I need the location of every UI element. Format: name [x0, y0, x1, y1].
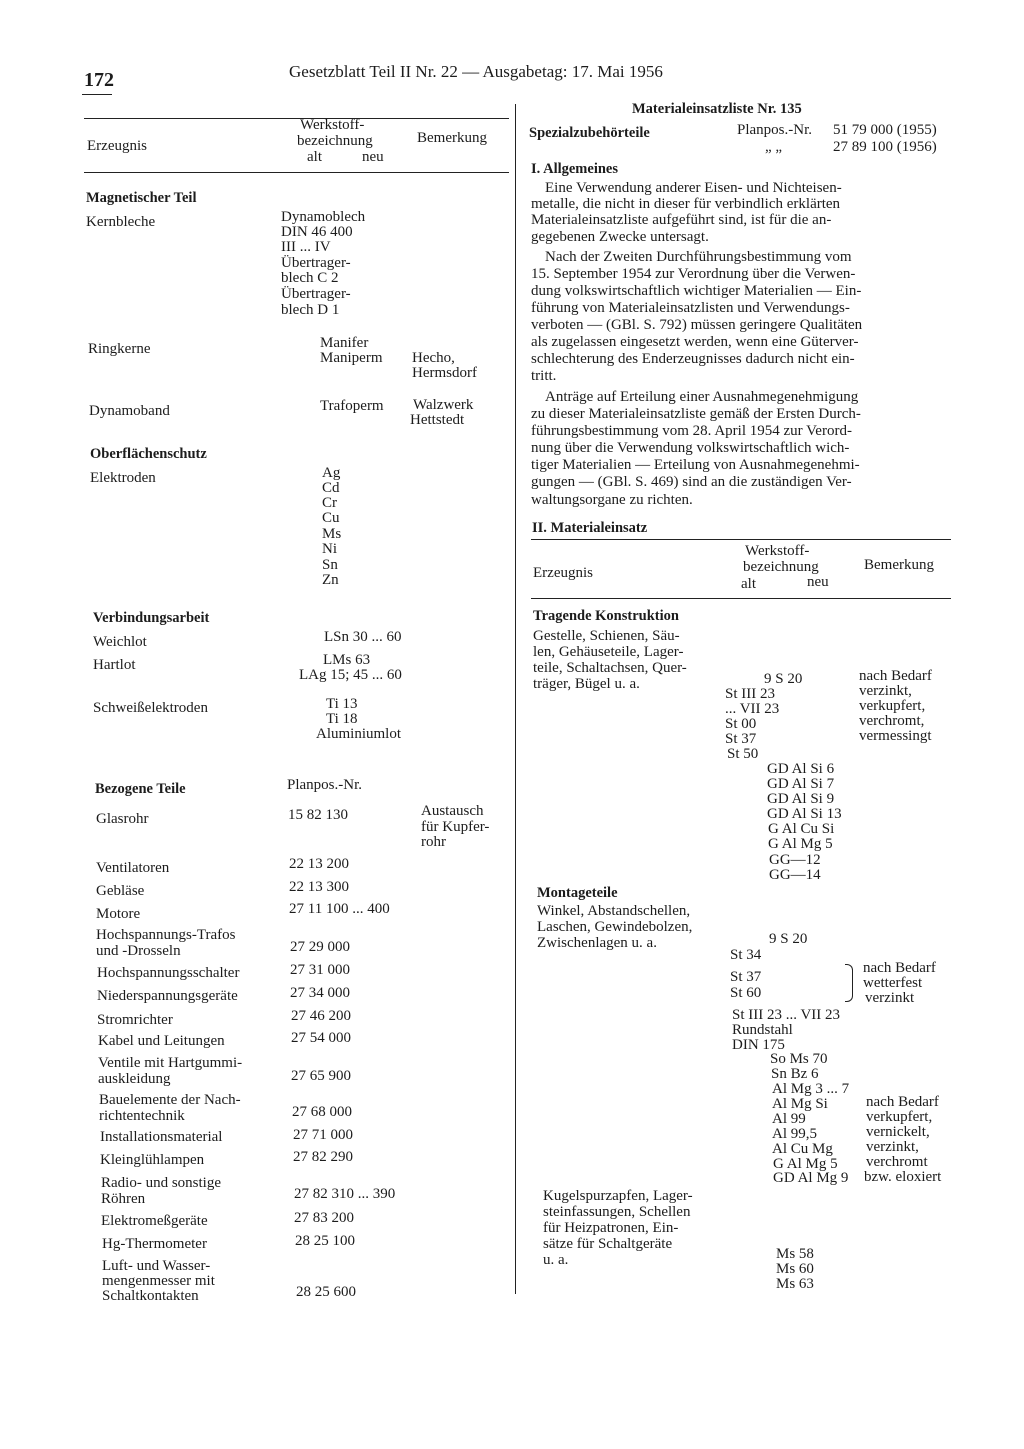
- paragraph-line: gegebenen Zwecke untersagt.: [531, 229, 709, 245]
- desc-line: steinfassungen, Schellen: [543, 1204, 691, 1220]
- material-line: LSn 30 ... 60: [324, 629, 402, 645]
- col-header-erzeugnis: Erzeugnis: [533, 565, 593, 581]
- col-header-alt: alt: [307, 149, 322, 165]
- item-name: Luft- und Wasser-: [102, 1258, 211, 1274]
- desc-line: Winkel, Abstandschellen,: [537, 903, 691, 919]
- paragraph-line: dung volkswirtschaftlich wichtiger Materialien — Ein-: [531, 283, 862, 299]
- desc-line: Gestelle, Schienen, Säu-: [533, 628, 680, 644]
- item-name: Elektromeßgeräte: [101, 1213, 208, 1229]
- remark-line: verkupfert,: [859, 698, 926, 714]
- item-name: Bauelemente der Nach-: [99, 1092, 241, 1108]
- brace-icon: [845, 964, 853, 1002]
- row-ringkerne: Ringkerne: [88, 341, 151, 357]
- remark-line: verchromt: [866, 1154, 928, 1170]
- material-alt: St III 23: [725, 686, 775, 702]
- material-neu: Al Mg Si: [772, 1096, 828, 1112]
- paragraph-line: schlechterung des Enderzeugnisses dadurch nicht ein-: [531, 351, 855, 367]
- remark-line: nach Bedarf: [863, 960, 936, 976]
- list-title: Materialeinsatzliste Nr. 135: [632, 101, 802, 117]
- item-number: 27 54 000: [291, 1030, 351, 1046]
- desc-line: len, Gehäuseteile, Lager-: [533, 644, 684, 660]
- item-name: Hochspannungsschalter: [97, 965, 240, 981]
- col-header-werkstoff-1: Werkstoff-: [300, 117, 365, 133]
- item-name: Ventile mit Hartgummi-: [98, 1055, 243, 1071]
- section-title-materialeinsatz: II. Materialeinsatz: [532, 520, 648, 536]
- material-neu: Sn Bz 6: [771, 1066, 819, 1082]
- material-line: blech D 1: [281, 302, 340, 318]
- item-name: Motore: [96, 906, 141, 922]
- material-line: Dynamoblech: [281, 209, 366, 225]
- paragraph-line: 15. September 1954 zur Verordnung über die Verwen-: [531, 266, 856, 282]
- material-neu: G Al Mg 5: [768, 836, 833, 852]
- section-title-magnetischer-teil: Magnetischer Teil: [86, 190, 197, 206]
- remark-line: Hettstedt: [410, 412, 465, 428]
- item-number: 27 34 000: [290, 985, 350, 1001]
- item-name: Radio- und sonstige: [101, 1175, 221, 1191]
- material-line: DIN 46 400: [281, 224, 353, 240]
- material-neu: GG—14: [769, 867, 821, 883]
- material-alt: Rundstahl: [732, 1022, 793, 1038]
- item-name: Hg-Thermometer: [102, 1236, 207, 1252]
- item-name: Gebläse: [96, 883, 145, 899]
- col-header-neu: neu: [807, 574, 829, 590]
- material-line: Ag: [322, 465, 341, 481]
- material-alt: ... VII 23: [725, 701, 780, 717]
- spezialzubehoerteile-label: Spezialzubehörteile: [529, 125, 650, 141]
- material-line: Ms: [322, 526, 342, 542]
- col-header-werkstoff-1: Werkstoff-: [745, 543, 810, 559]
- paragraph-line: führungsbestimmung vom 28. April 1954 zur Verord-: [531, 423, 852, 439]
- desc-line: Zwischenlagen u. a.: [537, 935, 657, 951]
- item-name: und -Drosseln: [96, 943, 181, 959]
- material-alt: St 37: [730, 969, 762, 985]
- paragraph-line: Eine Verwendung anderer Eisen- und Nichteisen-: [545, 180, 842, 196]
- remark-line: verkupfert,: [866, 1109, 933, 1125]
- remark-line: Hermsdorf: [412, 365, 477, 381]
- material-alt: St III 23 ... VII 23: [732, 1007, 841, 1023]
- paragraph-line: als zugelassen eingesetzt werden, wenn eine Güterver-: [531, 334, 859, 350]
- remark-line: wetterfest: [863, 975, 923, 991]
- planpos-label: Planpos.-Nr.: [287, 777, 362, 793]
- material-alt: St 00: [725, 716, 757, 732]
- item-name: Schaltkontakten: [102, 1288, 199, 1304]
- material-alt: St 50: [727, 746, 759, 762]
- item-number: 27 83 200: [294, 1210, 354, 1226]
- header-underline: [82, 94, 112, 95]
- desc-line: für Heizpatronen, Ein-: [543, 1220, 679, 1236]
- item-name: Hochspannungs-Trafos: [96, 927, 236, 943]
- remark-line: nach Bedarf: [866, 1094, 939, 1110]
- paragraph-line: Nach der Zweiten Durchführungsbestimmung vom: [545, 249, 852, 265]
- paragraph-line: tritt.: [531, 368, 557, 384]
- material-line: Manifer: [320, 335, 369, 351]
- item-number: 27 65 900: [291, 1068, 351, 1084]
- item-number: 28 25 100: [295, 1233, 355, 1249]
- paragraph-line: waltungsorgane zu richten.: [531, 492, 693, 508]
- col-header-werkstoff-2: bezeichnung: [743, 559, 819, 575]
- material-line: Ti 18: [326, 711, 358, 727]
- paragraph-line: zu dieser Materialeinsatzliste gemäß der Ersten Durch-: [531, 406, 861, 422]
- material-neu: Ms 58: [776, 1246, 814, 1262]
- material-neu: Ms 60: [776, 1261, 814, 1277]
- right-table-top-rule: [531, 539, 951, 540]
- item-name: Kabel und Leitungen: [98, 1033, 225, 1049]
- material-line: Ni: [322, 541, 337, 557]
- material-line: Aluminiumlot: [316, 726, 402, 742]
- material-neu: Al 99,5: [772, 1126, 817, 1142]
- item-name: Niederspannungsgeräte: [97, 988, 238, 1004]
- material-neu: Ms 63: [776, 1276, 814, 1292]
- remark-line: vermessingt: [859, 728, 932, 744]
- row-elektroden: Elektroden: [90, 470, 156, 486]
- material-line: Cr: [322, 495, 337, 511]
- row-schweisselektroden: Schweißelektroden: [93, 700, 208, 716]
- remark-line: rohr: [421, 834, 446, 850]
- desc-line: Kugelspurzapfen, Lager-: [543, 1188, 693, 1204]
- item-number: 27 46 200: [291, 1008, 351, 1024]
- material-line: Ti 13: [326, 696, 358, 712]
- item-number: 27 29 000: [290, 939, 350, 955]
- col-header-erzeugnis: Erzeugnis: [87, 138, 147, 154]
- material-neu: Al Cu Mg: [772, 1141, 833, 1157]
- item-number: 22 13 200: [289, 856, 349, 872]
- material-alt: St 34: [730, 947, 762, 963]
- page-number: 172: [84, 69, 114, 91]
- material-neu: Al Mg 3 ... 7: [772, 1081, 850, 1097]
- desc-line: u. a.: [543, 1252, 569, 1268]
- desc-line: Laschen, Gewindebolzen,: [537, 919, 693, 935]
- material-line: Maniperm: [320, 350, 383, 366]
- material-line: III ... IV: [281, 239, 331, 255]
- desc-line: träger, Bügel u. a.: [533, 676, 640, 692]
- col-header-bemerkung: Bemerkung: [864, 557, 934, 573]
- column-divider: [515, 104, 516, 1294]
- material-line: Sn: [322, 557, 338, 573]
- item-number: 27 68 000: [292, 1104, 352, 1120]
- material-neu: GD Al Si 13: [767, 806, 842, 822]
- item-name: Installationsmaterial: [100, 1129, 223, 1145]
- remark-line: Austausch: [421, 803, 484, 819]
- planpos-prefix: Planpos.-Nr.: [737, 122, 812, 138]
- material-neu: So Ms 70: [770, 1051, 828, 1067]
- paragraph-line: führung von Materialeinsatzlisten und Verwendungs-: [531, 300, 850, 316]
- item-number: 27 82 310 ... 390: [294, 1186, 396, 1202]
- item-number: 27 31 000: [290, 962, 350, 978]
- material-line: Trafoperm: [320, 398, 384, 414]
- remark-line: für Kupfer-: [421, 819, 490, 835]
- item-name: Glasrohr: [96, 811, 149, 827]
- material-line: Cu: [322, 510, 340, 526]
- item-name: Kleinglühlampen: [100, 1152, 205, 1168]
- material-line: LAg 15; 45 ... 60: [299, 667, 402, 683]
- item-name: Stromrichter: [97, 1012, 173, 1028]
- section-title-oberflaechenschutz: Oberflächenschutz: [90, 446, 207, 462]
- material-neu: GG—12: [769, 852, 821, 868]
- left-table-top-rule: [84, 118, 509, 119]
- item-name: mengenmesser mit: [102, 1273, 215, 1289]
- material-alt: St 60: [730, 985, 762, 1001]
- material-neu: GD Al Si 7: [767, 776, 835, 792]
- paragraph-line: Anträge auf Erteilung einer Ausnahmegenehmigung: [545, 389, 859, 405]
- item-number: 15 82 130: [288, 807, 348, 823]
- planpos-prefix: „ „: [765, 139, 783, 155]
- planpos-number: 51 79 000 (1955): [833, 122, 937, 138]
- material-neu: G Al Mg 5: [773, 1156, 838, 1172]
- item-number: 22 13 300: [289, 879, 349, 895]
- item-number: 28 25 600: [296, 1284, 356, 1300]
- row-dynamoband: Dynamoband: [89, 403, 170, 419]
- paragraph-line: Materialeinsatzliste aufgeführt sind, ist für die an-: [531, 212, 832, 228]
- remark-line: vernickelt,: [866, 1124, 930, 1140]
- material-line: Übertrager-: [281, 286, 351, 302]
- material-line: LMs 63: [323, 652, 371, 668]
- item-number: 27 71 000: [293, 1127, 353, 1143]
- material-alt: 9 S 20: [764, 671, 803, 687]
- desc-line: teile, Schaltachsen, Quer-: [533, 660, 687, 676]
- paragraph-line: nung über die Verwendung volkswirtschaftlich wich-: [531, 440, 850, 456]
- material-neu: G Al Cu Si: [768, 821, 835, 837]
- material-neu: GD Al Si 6: [767, 761, 835, 777]
- page-header-title: Gesetzblatt Teil II Nr. 22 — Ausgabetag: 17. Mai 1956: [289, 62, 663, 81]
- desc-line: sätze für Schaltgeräte: [543, 1236, 673, 1252]
- col-header-alt: alt: [741, 576, 756, 592]
- material-neu: Al 99: [772, 1111, 806, 1127]
- col-header-neu: neu: [362, 149, 384, 165]
- remark-line: Hecho,: [412, 350, 455, 366]
- col-header-bemerkung: Bemerkung: [417, 130, 487, 146]
- left-table-header-rule: [84, 172, 509, 173]
- paragraph-line: tiger Materialien — Erteilung von Ausnahmegenehmi-: [531, 457, 860, 473]
- material-line: blech C 2: [281, 270, 339, 286]
- remark-line: verzinkt,: [859, 683, 912, 699]
- material-line: Cd: [322, 480, 340, 496]
- remark-line: bzw. eloxiert: [864, 1169, 942, 1185]
- section-title-allgemeines: I. Allgemeines: [531, 161, 618, 177]
- remark-line: verchromt,: [859, 713, 925, 729]
- material-alt: 9 S 20: [769, 931, 808, 947]
- item-name: Ventilatoren: [96, 860, 170, 876]
- col-header-werkstoff-2: bezeichnung: [297, 133, 373, 149]
- section-title-montageteile: Montageteile: [537, 885, 618, 901]
- planpos-number: 27 89 100 (1956): [833, 139, 937, 155]
- item-name: auskleidung: [98, 1071, 171, 1087]
- right-table-header-rule: [531, 598, 951, 599]
- paragraph-line: verboten — (GBl. S. 792) müssen geringere Qualitäten: [531, 317, 863, 333]
- paragraph-line: gungen — (GBl. S. 469) sind an die zuständigen Ver-: [531, 474, 852, 490]
- row-hartlot: Hartlot: [93, 657, 136, 673]
- section-title-bezogene-teile: Bezogene Teile: [95, 781, 186, 797]
- paragraph-line: metalle, die nicht in dieser für verbindlich erklärten: [531, 196, 841, 212]
- item-number: 27 11 100 ... 400: [289, 901, 390, 917]
- material-neu: GD Al Mg 9: [773, 1170, 849, 1186]
- remark-line: Walzwerk: [413, 397, 474, 413]
- section-title-tragende-konstruktion: Tragende Konstruktion: [533, 608, 679, 624]
- material-alt: DIN 175: [732, 1037, 785, 1053]
- material-line: Zn: [322, 572, 339, 588]
- section-title-verbindungsarbeit: Verbindungsarbeit: [93, 610, 210, 626]
- remark-line: verzinkt: [865, 990, 915, 1006]
- row-weichlot: Weichlot: [93, 634, 147, 650]
- item-name: richtentechnik: [99, 1108, 185, 1124]
- material-neu: GD Al Si 9: [767, 791, 835, 807]
- material-alt: St 37: [725, 731, 757, 747]
- remark-line: verzinkt,: [866, 1139, 919, 1155]
- item-name: Röhren: [101, 1191, 146, 1207]
- remark-line: nach Bedarf: [859, 668, 932, 684]
- row-kernbleche: Kernbleche: [86, 214, 156, 230]
- item-number: 27 82 290: [293, 1149, 353, 1165]
- material-line: Übertrager-: [281, 255, 351, 271]
